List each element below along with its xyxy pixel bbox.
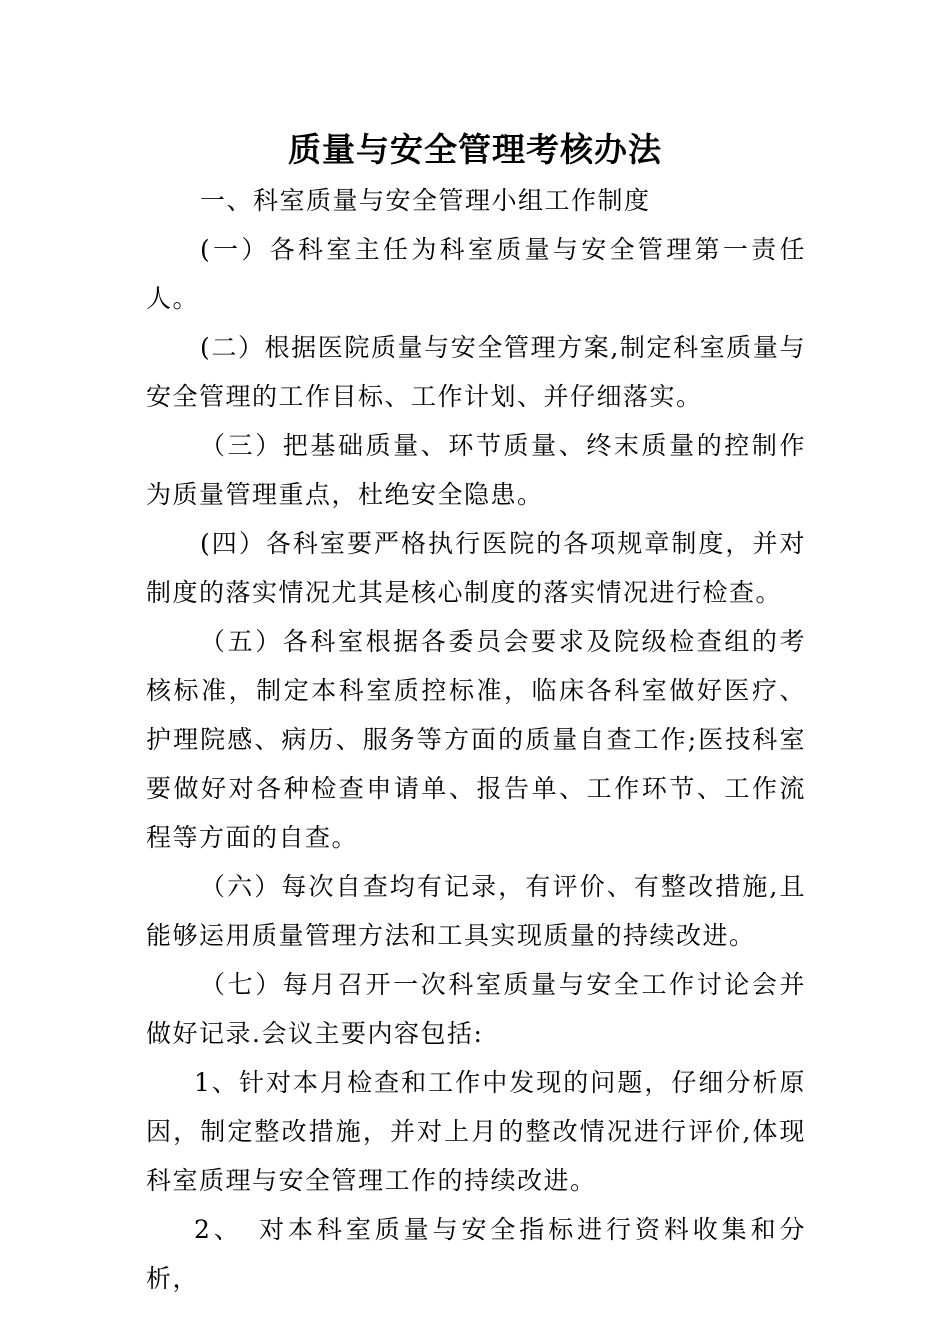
paragraph-item-5: （五）各科室根据各委员会要求及院级检查组的考核标准，制定本科室质控标准，临床各科室做好医疗、护理院感、病历、服务等方面的质量自查工作;医技科室要做好对各种检查申请单、报告单、工作环节、工作流程等方面的自查。 — [146, 627, 806, 852]
document-body — [146, 176, 806, 1303]
paragraph-item-1: (一）各科室主任为科室质量与安全管理第一责任人。 — [146, 235, 806, 313]
sub-item-2: 2、 对本科室质量与安全指标进行资料收集和分析， — [146, 1215, 806, 1293]
section-heading: 一、科室质量与安全管理小组工作制度 — [200, 186, 651, 215]
document-title: 质量与安全管理考核办法 — [288, 130, 662, 169]
paragraph-item-4: (四）各科室要严格执行医院的各项规章制度，并对制度的落实情况尤其是核心制度的落实情况进行检查。 — [146, 529, 806, 607]
sub-item-1: 1、针对本月检查和工作中发现的问题，仔细分析原因，制定整改措施，并对上月的整改情况进行评价,体现科室质理与安全管理工作的持续改进。 — [146, 1068, 806, 1195]
paragraph-item-2: (二）根据医院质量与安全管理方案,制定科室质量与安全管理的工作目标、工作计划、并仔细落实。 — [146, 333, 806, 411]
paragraph-item-7: （七）每月召开一次科室质量与安全工作讨论会并做好记录.会议主要内容包括: — [146, 970, 806, 1048]
paragraph-item-6: （六）每次自查均有记录，有评价、有整改措施,且能够运用质量管理方法和工具实现质量的持续改进。 — [146, 872, 806, 950]
paragraph-item-3: （三）把基础质量、环节质量、终末质量的控制作为质量管理重点，杜绝安全隐患。 — [146, 431, 806, 509]
